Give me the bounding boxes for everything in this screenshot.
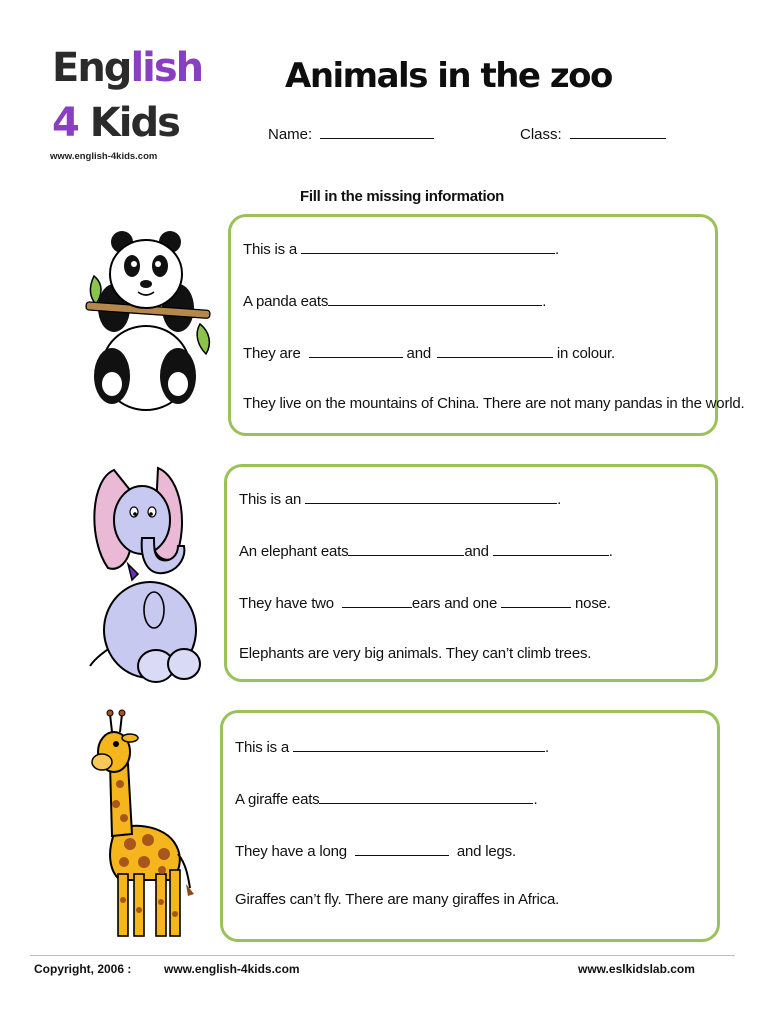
logo-text-4kids [52,101,179,145]
giraffe-icon [90,704,200,940]
page-title: Animals in the zoo [285,56,612,96]
blank[interactable] [319,789,533,804]
logo-part-4: 4 [52,100,78,146]
logo-text-english [52,46,202,90]
giraffe-line-1: This is a . [235,739,549,756]
panda-line-2: A panda eats . [243,293,547,310]
blank[interactable] [309,343,403,358]
name-field[interactable] [268,124,434,143]
blank[interactable] [328,291,542,306]
elephant-icon [84,460,204,692]
panda-line-4: They live on the mountains of China. There are not many pandas in the world. [243,395,745,412]
blank[interactable] [301,239,555,254]
panda-line-3: They are and in colour. [243,345,615,362]
elephant-line-4: Elephants are very big animals. They can’t climb trees. [239,645,592,662]
logo-part-kids: Kids [89,100,179,146]
footer-copyright: Copyright, 2006 : [34,962,132,976]
giraffe-box [220,710,720,942]
giraffe-line-3: They have a long and legs. [235,843,516,860]
footer-link-eslkidslab[interactable]: www.eslkidslab.com [578,962,695,976]
panda-box [228,214,745,436]
footer-divider [30,955,735,956]
blank[interactable] [355,841,449,856]
panda-icon [82,226,214,418]
panda-line-1: This is a . [243,241,559,258]
elephant-line-2: An elephant eats and . [239,543,613,560]
blank[interactable] [493,541,609,556]
class-blank[interactable] [570,124,666,139]
name-label: Name: [268,126,313,143]
elephant-line-3: They have two ears and one nose. [239,595,611,612]
class-label: Class: [520,126,562,143]
class-field[interactable] [520,124,666,143]
logo-part-lish: lish [130,45,203,91]
logo-url: www.english-4kids.com [50,151,158,162]
blank[interactable] [342,593,412,608]
blank[interactable] [293,737,545,752]
blank[interactable] [348,541,464,556]
footer-link-english4kids[interactable]: www.english-4kids.com [164,962,300,976]
blank[interactable] [305,489,557,504]
elephant-box [224,464,718,682]
instruction: Fill in the missing information [300,188,505,205]
giraffe-line-2: A giraffe eats . [235,791,538,808]
logo-part-eng: Eng [52,45,131,91]
giraffe-line-4: Giraffes can’t fly. There are many giraffes in Africa. [235,891,560,908]
name-blank[interactable] [320,124,434,139]
blank[interactable] [501,593,571,608]
blank[interactable] [437,343,553,358]
elephant-line-1: This is an . [239,491,562,508]
